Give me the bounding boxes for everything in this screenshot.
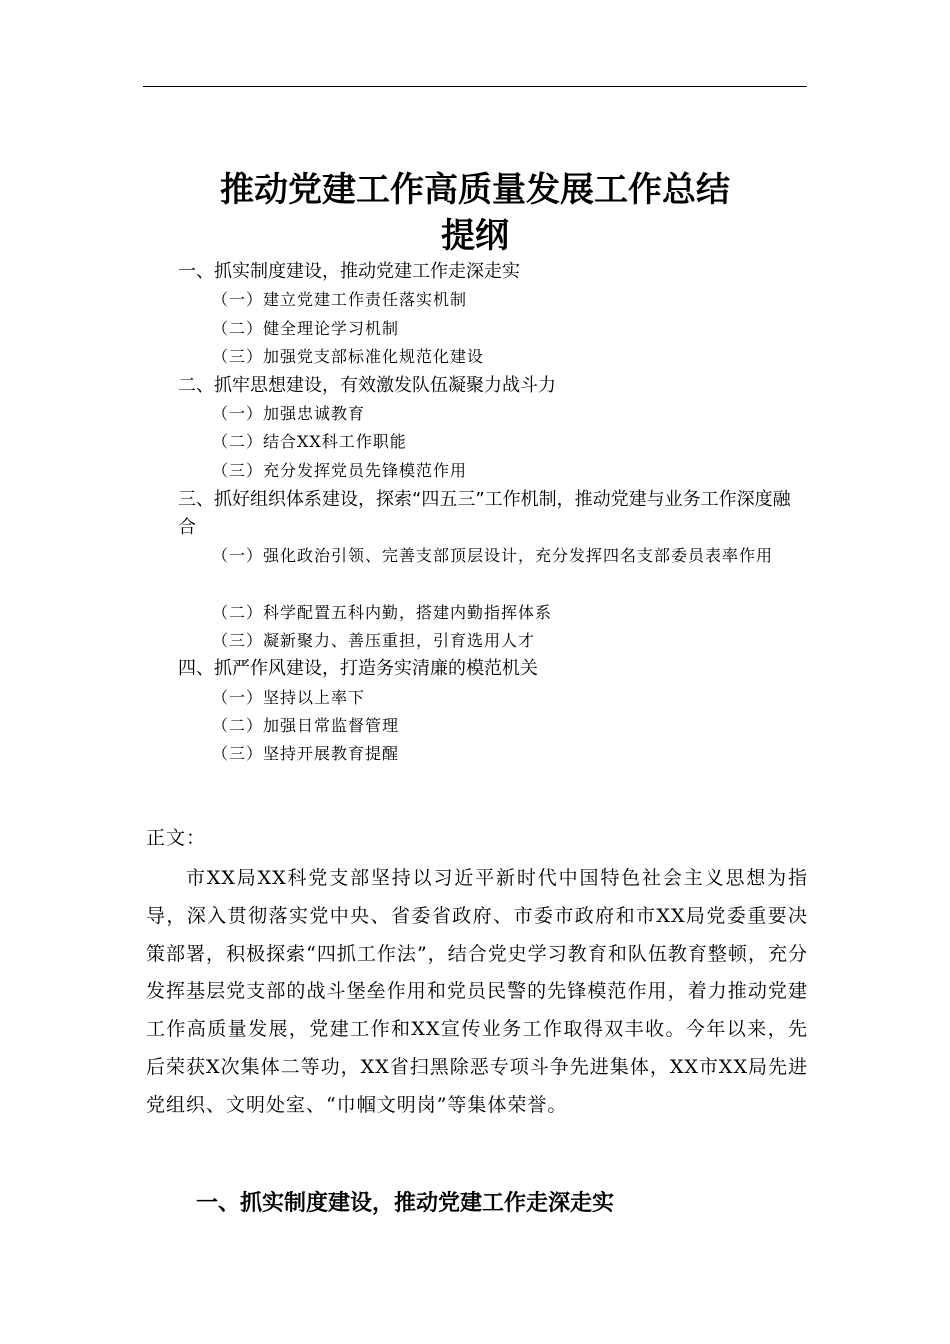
- outline-sub-item: （三）坚持开展教育提醒: [212, 744, 400, 763]
- outline-sub-item: （二）加强日常监督管理: [212, 716, 400, 735]
- outline-sub-item: （三）充分发挥党员先锋模范作用: [212, 461, 468, 480]
- outline-section-heading: 三、抓好组织体系建设，探索“四五三”工作机制，推动党建与业务工作深度融合: [178, 489, 791, 538]
- outline-sub-item: （一）坚持以上率下: [212, 688, 366, 707]
- outline-sub-item: （三）凝新聚力、善压重担，引育选用人才: [212, 631, 536, 650]
- header-rule: [143, 86, 807, 87]
- body-section-heading: 一、抓实制度建设，推动党建工作走深走实: [196, 1191, 615, 1216]
- document-title-continuation: 提纲: [441, 216, 509, 256]
- outline-sub-item: （一）建立党建工作责任落实机制: [212, 290, 468, 309]
- outline-sub-item: （一）加强忠诚教育: [212, 404, 366, 423]
- document-title: 推动党建工作高质量发展工作总结: [220, 170, 730, 210]
- outline-sub-item: （一）强化政治引领、完善支部顶层设计，充分发挥四名支部委员表率作用: [212, 546, 774, 565]
- body-paragraph: 市XX局XX科党支部坚持以习近平新时代中国特色社会主义思想为指导，深入贯彻落实党中央、省委省政府、市委市政府和市XX局党委重要决策部署，积极探索“四抓工作法”，结合党史学习教育和队伍教育整顿，充分发挥基层党支部的战斗堡垒作用和党员民警的先锋模范作用，着力推动党建工作高质量发展，党建工作和XX宣传业务工作取得双丰收。今年以来，先后荣获X次集体二等功，XX省扫黑除恶专项斗争先进集体，XX市XX局先进党组织、文明处室、“巾帼文明岗”等集体荣誉。: [146, 867, 808, 1116]
- body-label: 正文：: [146, 827, 207, 849]
- outline-sub-item: （二）结合XX科工作职能: [212, 432, 407, 451]
- outline-sub-item: （三）加强党支部标准化规范化建设: [212, 347, 485, 366]
- outline-section-heading: 一、抓实制度建设，推动党建工作走深走实: [178, 261, 520, 282]
- outline-section-heading: 四、抓严作风建设，打造务实清廉的模范机关: [178, 658, 538, 679]
- outline-sub-item: （二）健全理论学习机制: [212, 319, 400, 338]
- outline-section-heading: 二、抓牢思想建设，有效激发队伍凝聚力战斗力: [178, 375, 556, 396]
- outline-sub-item: （二）科学配置五科内勤，搭建内勤指挥体系: [212, 603, 553, 622]
